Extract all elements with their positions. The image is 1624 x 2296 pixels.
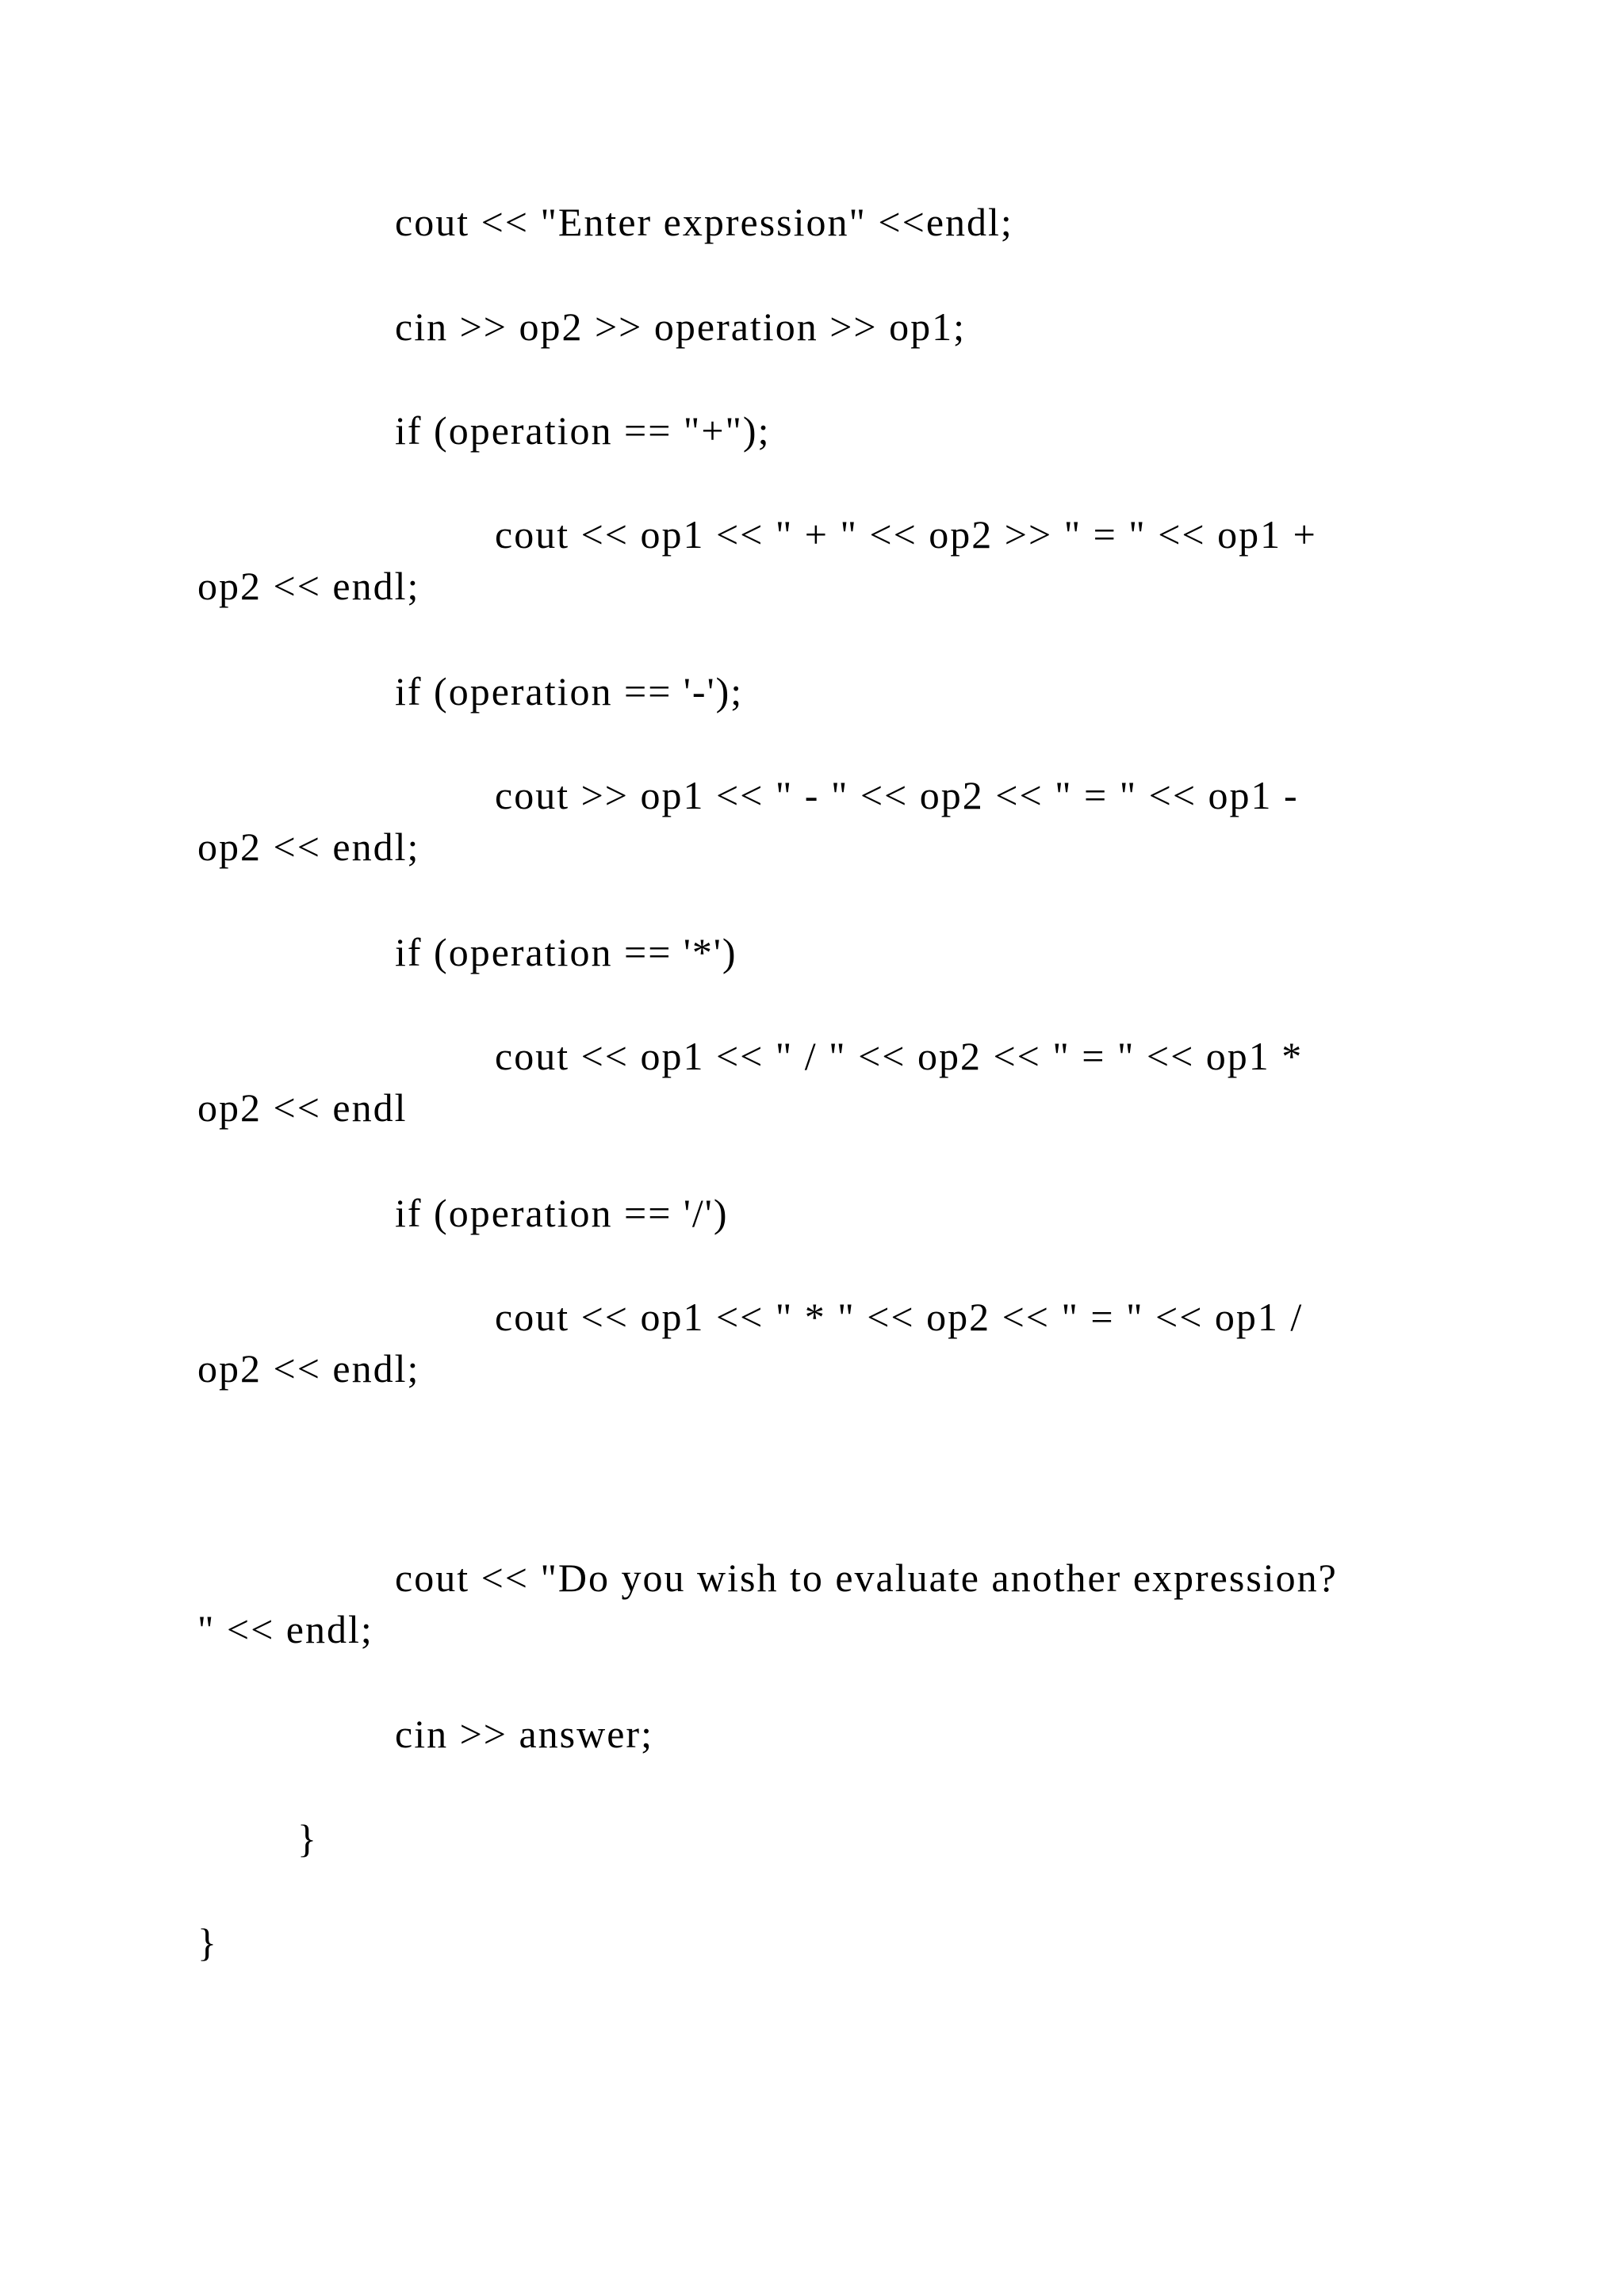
code-line: if (operation == "+"); [395,408,771,453]
closing-brace: } [297,1816,318,1861]
code-line: cin >> answer; [395,1712,653,1756]
code-line: if (operation == '*') [395,930,737,974]
code-line: " << endl; [197,1607,373,1651]
code-line: cout << op1 << " + " << op2 >> " = " << op1 + [495,512,1317,557]
code-line: cin >> op2 >> operation >> op1; [395,304,966,349]
code-line: cout << "Do you wish to evaluate another expression? [395,1556,1338,1600]
code-line: if (operation == '/') [395,1191,729,1235]
code-line: cout >> op1 << " - " << op2 << " = " << op1 - [495,773,1299,817]
code-line: op2 << endl; [197,564,420,608]
code-line: op2 << endl; [197,1346,420,1391]
code-line: op2 << endl [197,1085,408,1130]
code-line: cout << op1 << " * " << op2 << " = " << op1 / [495,1295,1304,1339]
code-line: cout << "Enter expression" <<endl; [395,200,1013,244]
code-line: if (operation == '-'); [395,669,744,714]
closing-brace: } [197,1920,218,1965]
code-line: cout << op1 << " / " << op2 << " = " << op1 * [495,1034,1304,1078]
code-line: op2 << endl; [197,825,420,869]
